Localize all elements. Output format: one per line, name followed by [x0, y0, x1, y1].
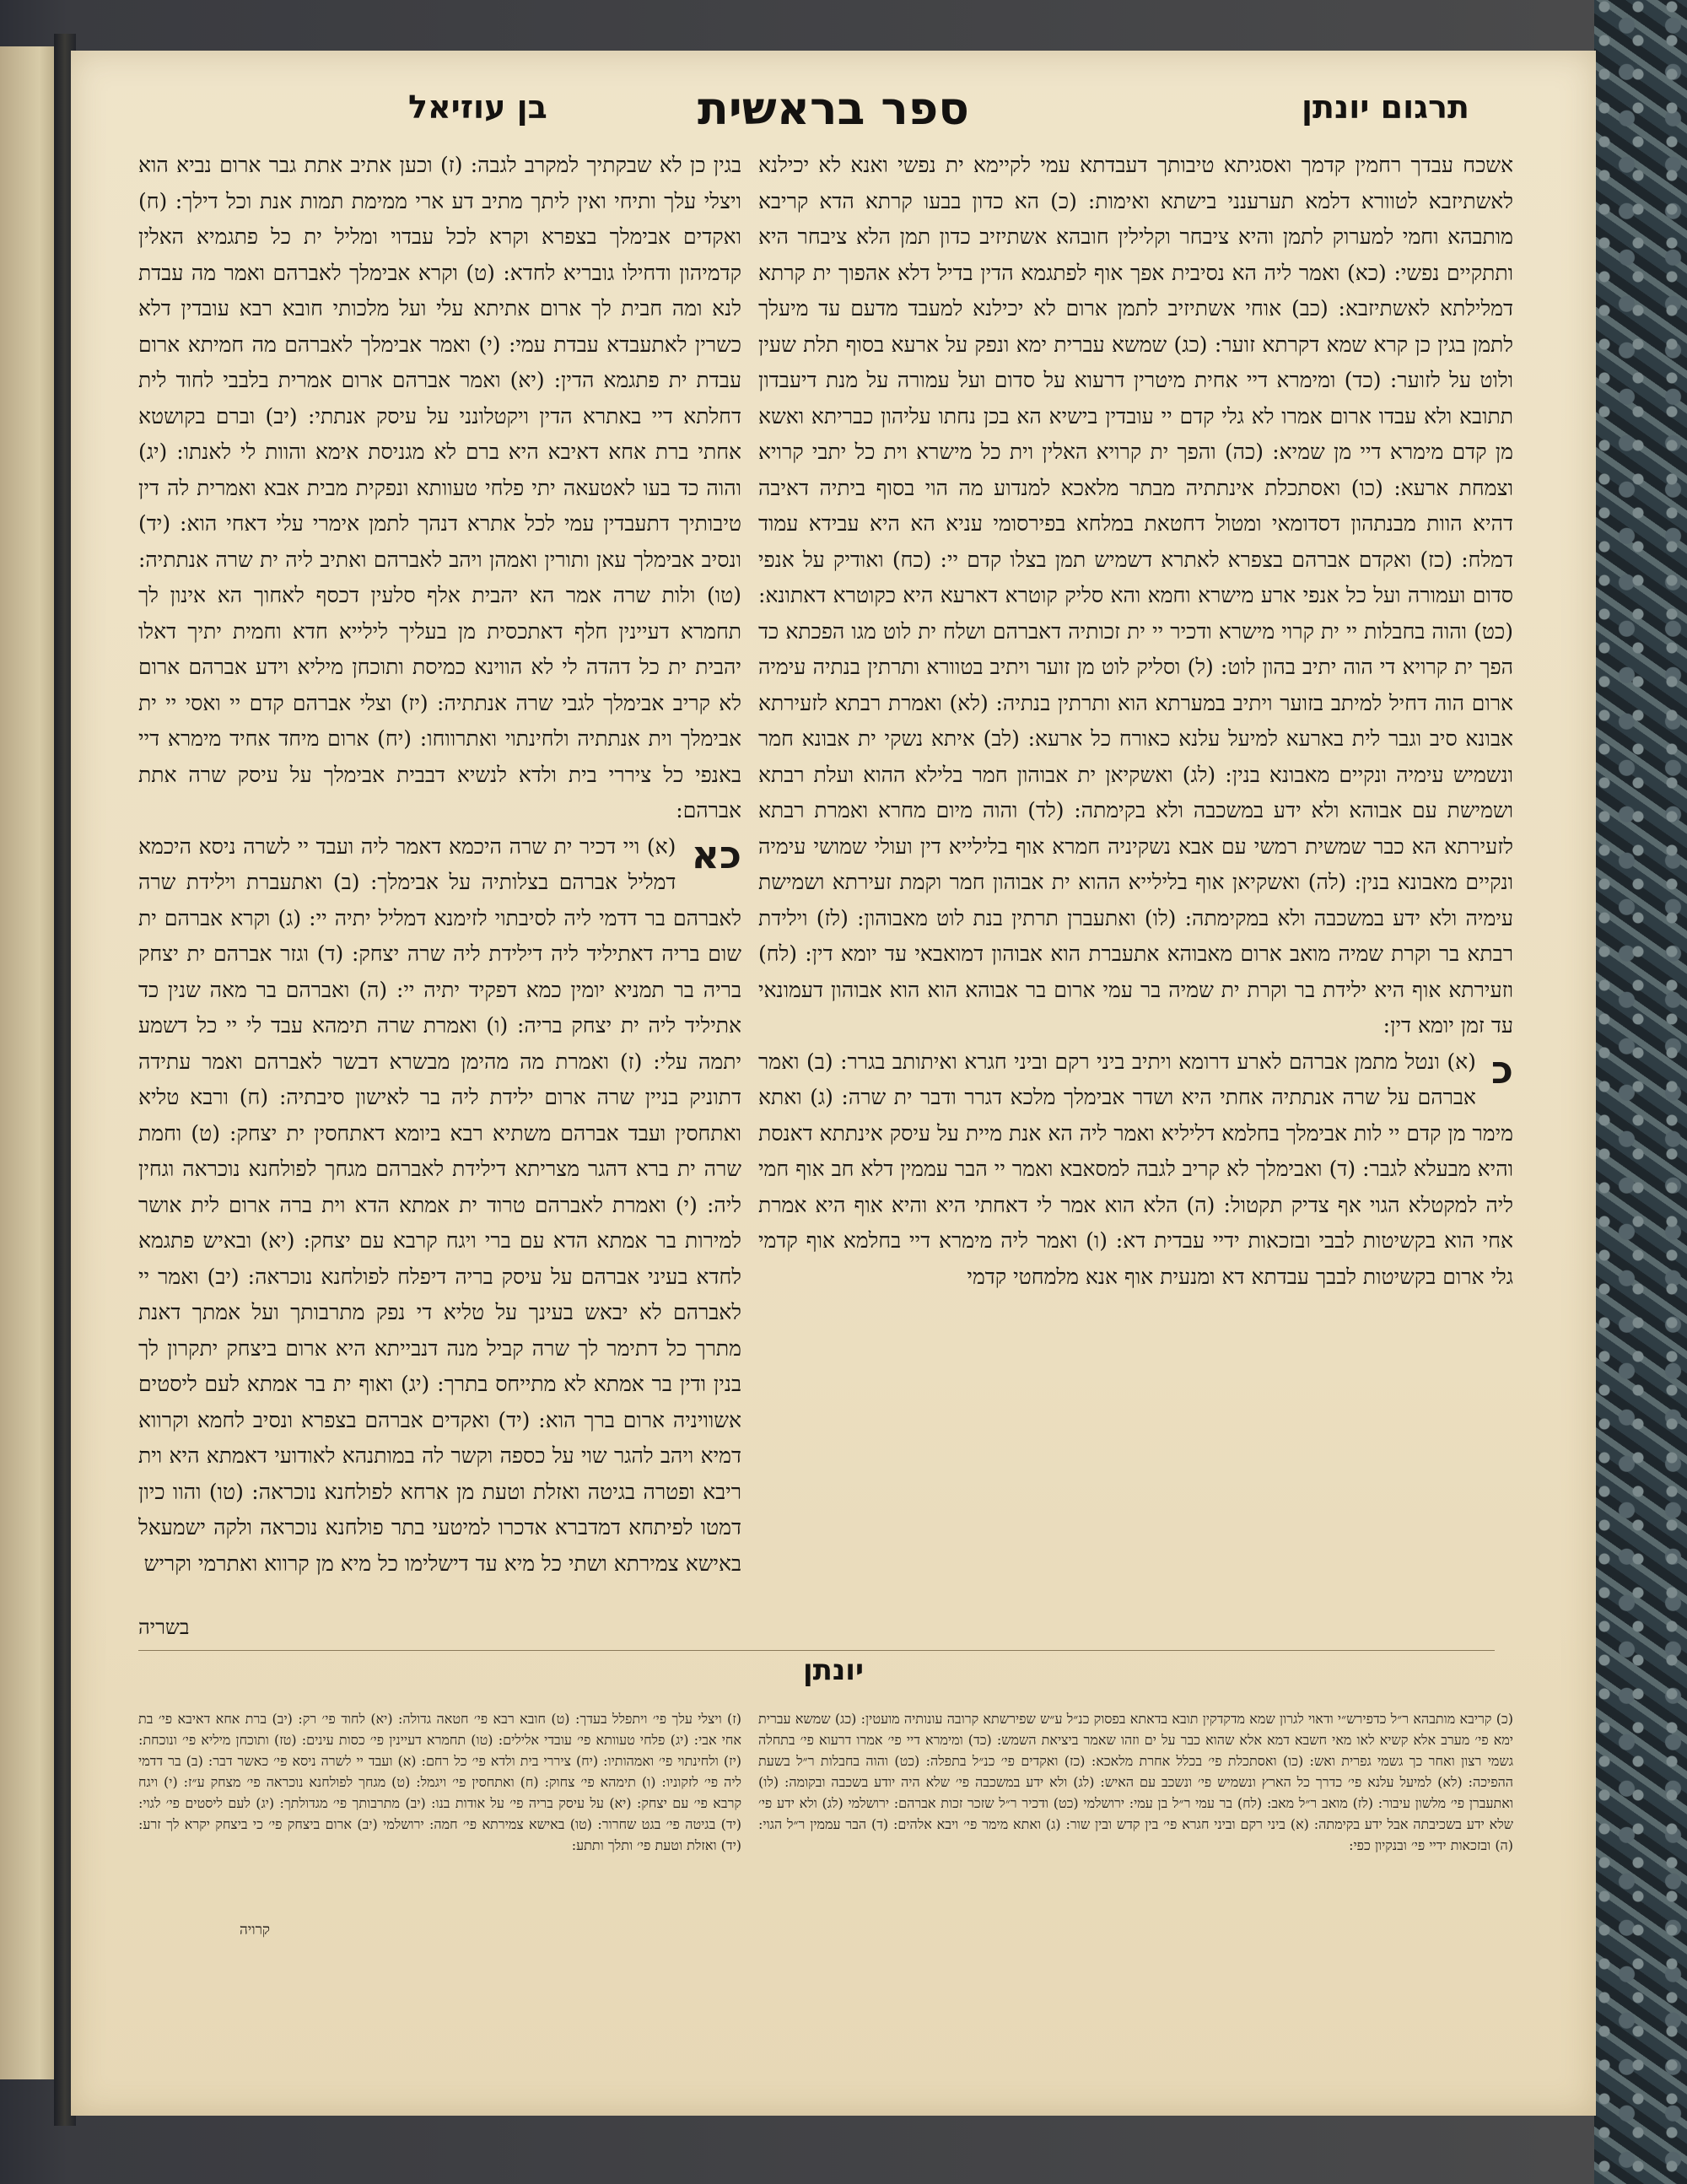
notes-divider: [138, 1650, 1495, 1651]
running-header: [121, 82, 1545, 148]
notes-title: יונתן: [803, 1653, 864, 1687]
marbled-cover: [1594, 0, 1687, 2184]
notes-column-right: (כ) קריבא מותבהא ר״ל כדפירש״י ודאוי לגרון שמא מדקדקין תובא בדאתא בפסוק כנ״ל ע״ש שפירשתא קרובה עונותיה מועטין: (כג) שמשא עברית ימא פי׳ מערב אלא קשיא לאו מאי חשבא דמא אלא שהוא כבר על ים וזהו שאמר ביציאת השמש: (כד) ומימרא דיי פי׳ אמרו דרעוא פי׳ בתחלה גשמי רצון ואחר כך גשמי גפרית ואש: (כו) ואסתכלת פי׳ בכלל אחרת מלאכא: (כז) ואקדים פי׳ כנ״ל בתפלה: (כט) והוה בחבלות ר״ל בשעת ההפיכה: (לא) למיעל עלנא פי׳ כדרך כל הארץ ונשמיש פי׳ ונשכב עם האיש: (לג) ולא ידע במשכבה פי׳ שלא היה יודע בשכבה ובקומה: (לו) ואתעברן פי׳ מלשון עיבור: (לז) מואב ר״ל מאב: (לח) בר עמי ר״ל בן עמי: ירושלמי (כט) ודכיר ר״ל שזכר זכות אברהם: ירושלמי (לג) ולא ידע פי׳ שלא ידע בשכיבתה אבל ידע בקימתה: (א) ביני רקם וביני חגרא פי׳ בין קדש ובין שור: (ג) ואתא מימר פי׳ ויבא אלהים: (ד) הבר עממין ר״ל הגוי: (ה) ובזכאות ידיי פי׳ ובנקיון כפי:: [758, 1711, 1513, 1853]
text-column-left: [138, 148, 741, 1615]
header-left: בן עוזיאל: [408, 89, 547, 126]
header-right: תרגום יונתן: [1302, 89, 1469, 126]
column-text: בגין כן לא שבקתיך למקרב לגבה: (ז) וכען אתיב אתת גבר ארום נביא הוא ויצלי עלך ותיחי ואין ליתך מתיב דע ארי ממימת תמות אנת וכל דילך: (ח) ואקדים אבימלך בצפרא וקרא לכל עבדוי ומליל ית כל פתגמיא האלין קדמיהון ודחילו גובריא לחדא: (ט) וקרא אבימלך לאברהם ואמר מה עבדת לנא ומה חבית לך ארום אתיתא עלי ועל מלכותי חובא רבא עובדין דלא כשרין לאתעבדא עבדת עמי: (י) ואמר אבימלך לאברהם מה חמיתא ארום עבדת ית פתגמא הדין: (יא) ואמר אברהם ארום אמרית בלבבי לחוד לית דחלתא דיי באתרא הדין ויקטלונני על עיסק אנתתי: (יב) וברם בקושטא אחתי ברת אחא דאיבא היא ברם לא מגניסת אימא והוות לי לאנתו: (יג) והוה כד בעו לאטעאה יתי פלחי טעוותא ונפקית מבית אבא ואמרית לה דין טיבותיך דתעבדין עמי לכל אתרא דנהך לתמן אימרי עלי דאחי הוא: (יד) ונסיב אבימלך עאן ותורין ואמהן ויהב לאברהם ואתיב ליה ית שרה אנתתיה: (טו) ולות שרה אמר הא יהבית אלף סלעין דכסף לאחוך הא אינון לך תחמרא דעיינין חלף דאתכסית מן בעליך לילייא חדא וחמית יתיך דאלו יהבית ית כל דהדה לי לא הווינא כמיסת ותוכחן מיליא וידע אברהם ארום לא קריב אבימלך לגבי שרה אנתתיה: (יז) וצלי אברהם קדם יי ואסי יי ית אבימלך וית אנתתיה ולחינתוי ואתרווחו: (יח) ארום מיחד אחיד מימרא דיי באנפי כל ציררי בית ולדא לנשיא דבבית אבימלך על עיסק שרה אתת אברהם:: [138, 153, 741, 822]
chapter-block: [138, 829, 741, 1583]
page-paper: [71, 51, 1596, 2116]
chapter-text: (א) ויי דכיר ית שרה היכמא דאמר ליה ועבד יי לשרה ניסא היכמא דמליל אברהם בצלותיה על אבימלך: (ב) ואתעברת וילידת שרה לאברהם בר דדמי ליה לסיבתוי לזימנא דמליל יתיה יי: (ג) וקרא אברהם ית שום בריה דאתיליד ליה דילידת ליה שרה יצחק: (ד) וגזר אברהם ית יצחק בריה בר תמניא יומין כמא דפקיד יתיה יי: (ה) ואברהם בר מאה שנין כד אתיליד ליה ית יצחק בריה: (ו) ואמרת שרה תימהא עבד לי יי כל דשמע יתמה עלי: (ז) ואמרת מה מהימן מבשרא דבשר לאברהם ואמר עתידה דתוניק בניין שרה ארום ילידת ליה בר לאישון סיבתיה: (ח) ורבא טליא ואתחסין ועבד אברהם משתיא רבא ביומא דאתחסין ית יצחק: (ט) וחמת שרה ית ברא דהגר מצריתא דילידת לאברהם מגחך לפולחנא נוכראה וגחין ליה: (י) ואמרת לאברהם טרוד ית אמתא הדא וית ברה ארום לית אושר למירות בר אמתא הדא עם ברי ויגח קרבא עם יצחק: (יא) ובאיש פתגמא לחדא בעיני אברהם על עיסק בריה דיפלח לפולחנא נוכראה: (יב) ואמר יי לאברהם לא יבאש בעינך על טליא די נפק מתרבותך ועל אמתך דאנת מתרך כל דתימר לך שרה קביל מנה דנבייתא היא ארום ביצחק יתקרון לך בנין ודין בר אמתא לא מתייחס בתרך: (יג) ואוף ית בר אמתא לעם ליסטים אשוויניה ארום ברך הוא: (יד) ואקדים אברהם בצפרא ונסיב לחמא וקרווא דמיא ויהב להגר שוי על כספה וקשר לה במותנהא לאודועי דאמתא היא וית ריבא ופטרה בגיטה ואזלת וטעת מן ארחא לפולחנא נוכראה: (טו) והוו כיון דמטו לפיתחא דמדברא אדכרו למיטעי בתר פולחנא נוכראה ולקה ישמעאל באישא צמירתא ושתי כל מיא עד דישלימו כל מיא מן קרווא ואתרמי וקריש: [138, 833, 741, 1576]
catchword: בשריה: [138, 1615, 190, 1639]
chapter-block: [758, 1044, 1513, 1296]
notes-catchword: קרויה: [240, 1922, 271, 1939]
chapter-number: כא: [691, 831, 741, 877]
text-column-right: [758, 148, 1513, 1615]
chapter-number: כ: [1490, 1046, 1513, 1092]
notes-column-left: (ז) ויצלי עלך פי׳ ויתפלל בעדך: (ט) חובא רבא פי׳ חטאה גדולה: (יא) לחוד פי׳ רק: (יב) ברת אחא דאיבא פי׳ בת אחי אבי: (יג) פלחי טעוותא פי׳ עובדי אלילים: (טו) תחמרא דעיינין פי׳ כסות עינים: (טז) ותוכחן מיליא פי׳ ונוכחת: (יז) ולחינתוי פי׳ ואמהותיו: (יח) ציררי בית ולדא פי׳ כל רחם: (א) ועבד יי לשרה ניסא פי׳ כאשר דבר: (ב) בר דדמי ליה פי׳ לזקוניו: (ו) תימהא פי׳ צחוק: (ח) ואתחסין פי׳ ויגמל: (ט) מגחך לפולחנא נוכראה פי׳ מצחק ע״ז: (י) ויגח קרבא פי׳ עם יצחק: (יא) על עיסק בריה פי׳ על אודות בנו: (יב) מתרבותך פי׳ מגדולתך: (יג) לעם ליסטים פי׳ לגוי: (יד) בגיטה פי׳ בגט שחרור: (טו) באישא צמירתא פי׳ חמה: ירושלמי (יב) ארום ביצחק פי׳ כי ביצחק יקרא לך זרע: (יד) ואזלת וטעת פי׳ ותלך ותתע:: [138, 1711, 741, 1853]
column-text: אשכח עבדך רחמין קדמך ואסגיתא טיבותך דעבדתא עמי לקיימא ית נפשי ואנא לא יכילנא לאשתיזבא לטוורא דלמא תערענני בישתא ואימות: (כ) הא כדון בבעו קרתא הדא קריבא מותבהא וחמי למערוק לתמן והיא ציבחר וקלילין חובהא אשתיזיב כדון תמן הלא ציבחר היא ותתקיים נפשי: (כא) ואמר ליה הא נסיבית אפך אוף לפתגמא הדין בדיל דלא אהפוך ית קרתא דמלילתא לאשתיזבא: (כב) אוחי אשתיזיב לתמן ארום לא יכילנא למעבד מדעם עד מיעלך לתמן בגין כן קרא שמא דקרתא זוער: (כג) שמשא עברית ימא ונפק על ארעא בסוף תלת שעין ולוט על לזוער: (כד) ומימרא דיי אחית מיטרין דרעוא על סדום ועל עמורה על מנת דיעבדון תתובא ולא עבדו ארום אמרו לא גלי קדם יי עובדין בישיא הא בכן נחתו עליהון כבריתא ואשא מן קדם מימרא דיי מן שמיא: (כה) והפך ית קרויא האלין וית כל מישרא וית כל יתבי קרויא וצמחת ארעא: (כו) ואסתכלת אינתתיה מבתר מלאכא למנדוע מה הוי בסוף ביתיה דאיבה דהיא הוות מבנתהון דסדומאי ומטול דחטאת במלחא בפירסומי עניא הא היא עבידא עמוד דמלח: (כז) ואקדם אברהם בצפרא לאתרא דשמיש תמן בצלו קדם יי: (כח) ואודיק על אנפי סדום ועמורה ועל כל אנפי ארע מישרא וחמא והא סליק קוטרא דארעא היא כקוטרא דאתונא: (כט) והוה בחבלות יי ית קרוי מישרא ודכיר יי ית זכותיה דאברהם ושלח ית לוט מגו הפכתא כד הפך ית קרויא די הוה יתיב בהון לוט: (ל) וסליק לוט מן זוער ויתיב בטוורא ותרתין בנתיה עימיה ארום הוה דחיל למיתב בזוער ויתיב במערתא הוא ותרתין בנתיה: (לא) ואמרת רבתא לזעירתא אבונא סיב וגבר לית בארעא למיעל עלנא כאורח כל ארעא: (לב) איתא נשקי ית אבונא חמר ונשמיש עימיה ונקיים מאבונא בנין: (לג) ואשקיאן ית אבוהון חמר בלילא ההוא ועלת רבתא ושמישת עם אבוהא ולא ידע במשכבה ולא בקימתה: (לד) והוה מיום מחרא ואמרת רבתא לזעירתא הא כבר שמשית רמשי עם אבא נשקיניה חמרא אוף בלילייא דין ועולי שמושי עימיה ונקיים מאבונא בנין: (לה) ואשקיאן אוף בלילייא ההוא ית אבוהון חמר וקמת זעירתא ושמישת עימיה ולא ידע במשכבה ולא במקימתה: (לו) ואתעברן תרתין בנת לוט מאבוהון: (לז) וילידת רבתא בר וקרת שמיה מואב ארום מאבוהא אתעברת הוא אבוהון דמואבאי עד יומא דין: (לח) וזעירתא אוף היא ילידת בר וקרת ית שמיה בר עמי ארום בר אבוהא הוא הוא אבוהון דעמונאי עד זמן יומא דין:: [758, 153, 1513, 1038]
header-book-title: ספר בראשית: [697, 82, 970, 135]
chapter-text: (א) ונטל מתמן אברהם לארע דרומא ויתיב ביני רקם וביני חגרא ואיתותב בגרר: (ב) ואמר אברהם על שרה אנתתיה אחתי היא ושדר אבימלך מלכא דגרר ודבר ית שרה: (ג) ואתא מימר מן קדם יי לות אבימלך בחלמא דליליא ואמר ליה הא אנת מיית על עיסק אינתתא דאנסת והיא מבעלא לגבר: (ד) ואבימלך לא קריב לגבה למסאבא ואמר יי הבר עממין דלא חב אוף חמי ליה למקטלא הגוי אף צדיק תקטול: (ה) הלא הוא אמר לי דאחתי היא והיא אוף היא אמרת אחי הוא בקשיטות לבבי ובזכאות ידיי עבדית דא: (ו) ואמר ליה מימרא דיי בחלמא אוף קדמי גלי ארום בקשיטות לבבך עבדתא דא ומנעית אוף אנא מלמחטי קדמי: [758, 1049, 1513, 1289]
